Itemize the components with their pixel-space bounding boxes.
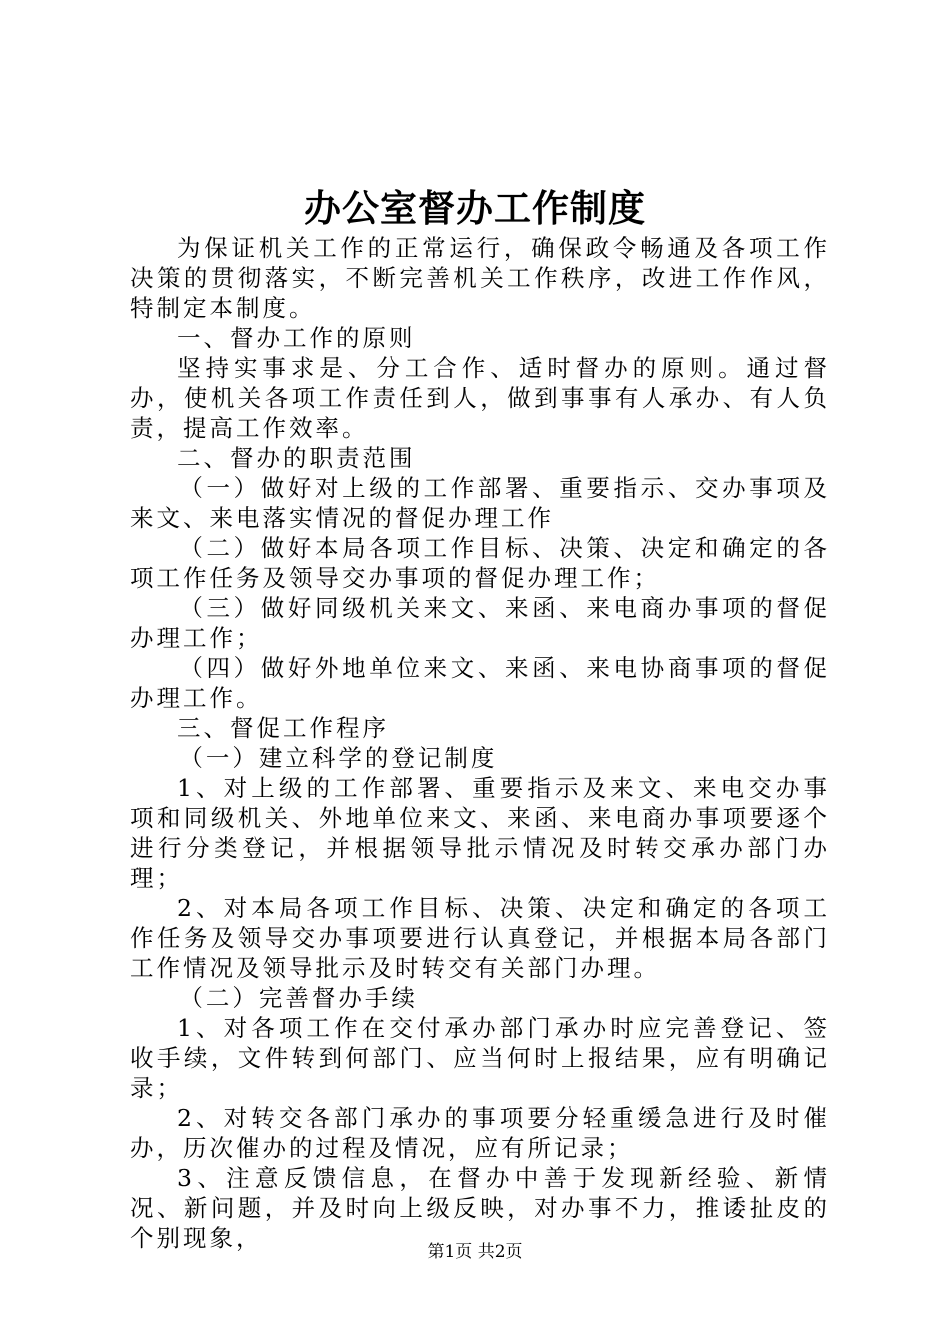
scope-item-1: （一）做好对上级的工作部署、重要指示、交办事项及来文、来电落实情况的督促办理工作: [130, 474, 830, 532]
page-number-footer: 第1页 共2页: [427, 1242, 523, 1262]
scope-item-4: （四）做好外地单位来文、来函、来电协商事项的督促办理工作。: [130, 654, 830, 712]
document-body: [130, 233, 830, 1253]
subsection-heading-registration: （一）建立科学的登记制度: [179, 744, 498, 772]
procedures-item-2: 2、对转交各部门承办的事项要分轻重缓急进行及时催办，历次催办的过程及情况，应有所记录；: [130, 1104, 830, 1162]
scope-item-3: （三）做好同级机关来文、来函、来电商办事项的督促办理工作；: [130, 594, 830, 652]
document-title: 办公室督办工作制度: [304, 186, 646, 230]
scope-item-2: （二）做好本局各项工作目标、决策、决定和确定的各项工作任务及领导交办事项的督促办理工作；: [130, 534, 830, 592]
section-heading-scope: 二、督办的职责范围: [177, 444, 416, 472]
section-heading-principles: 一、督办工作的原则: [177, 324, 416, 352]
procedures-item-1: 1、对各项工作在交付承办部门承办时应完善登记、签收手续，文件转到何部门、应当何时上报结果，应有明确记录；: [130, 1014, 830, 1102]
subsection-heading-procedures: （二）完善督办手续: [179, 984, 418, 1012]
procedures-item-3: 3、注意反馈信息，在督办中善于发现新经验、新情况、新问题，并及时向上级反映，对办事不力，推诿扯皮的个别现象，: [130, 1164, 830, 1252]
registration-item-2: 2、对本局各项工作目标、决策、决定和确定的各项工作任务及领导交办事项要进行认真登记，并根据本局各部门工作情况及领导批示及时转交有关部门办理。: [130, 894, 830, 982]
principles-paragraph: 坚持实事求是、分工合作、适时督办的原则。通过督办，使机关各项工作责任到人，做到事事有人承办、有人负责，提高工作效率。: [130, 354, 830, 442]
registration-item-1: 1、对上级的工作部署、重要指示及来文、来电交办事项和同级机关、外地单位来文、来函、来电商办事项要逐个进行分类登记，并根据领导批示情况及时转交承办部门办理；: [130, 774, 830, 892]
section-heading-procedure: 三、督促工作程序: [177, 714, 389, 742]
intro-paragraph: 为保证机关工作的正常运行，确保政令畅通及各项工作决策的贯彻落实，不断完善机关工作秩序，改进工作作风，特制定本制度。: [130, 234, 830, 322]
